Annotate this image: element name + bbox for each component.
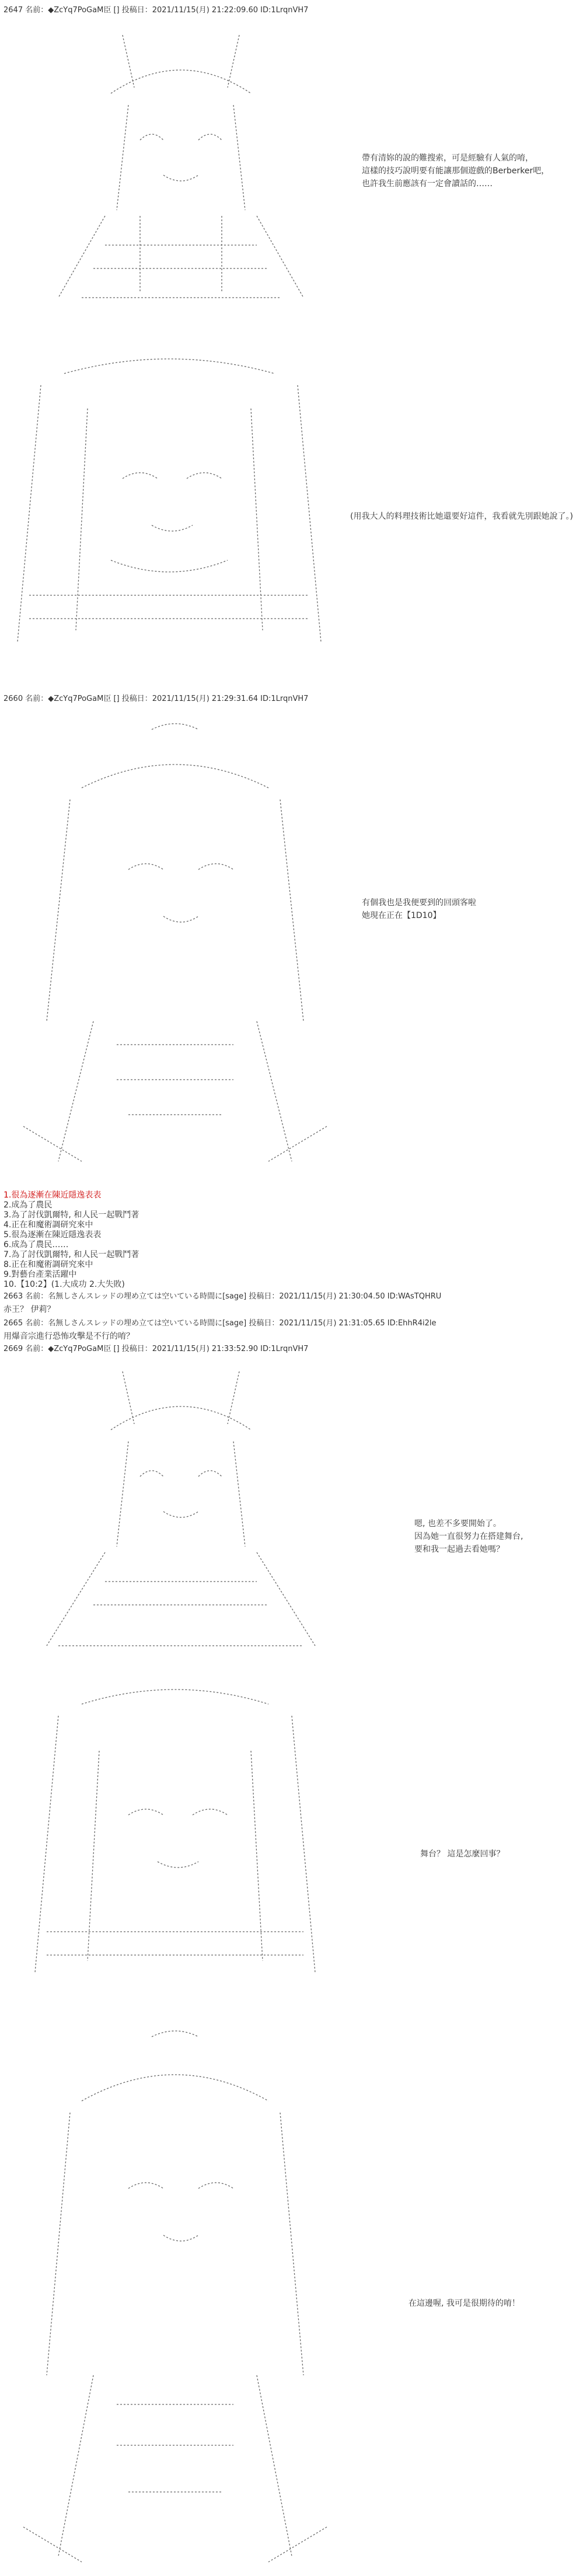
aa-art-6 <box>12 2025 338 2568</box>
reply-text-2663: 赤王？ 伊莉？ <box>4 1305 55 1314</box>
vote-item-5: 5.很為逐漸在陳近隱逸表表 <box>4 1230 102 1240</box>
aa-art-4 <box>23 1360 338 1652</box>
speech-line: 也許我生前應該有一定會讀話的…… <box>362 179 493 189</box>
aa-art-2 <box>6 350 333 654</box>
speech-block-3 <box>362 896 476 922</box>
aa-character-drawing <box>12 718 338 1167</box>
post-header-2669: 2669 名前：◆ZcYq7PoGaM臣 [] 投稿日：2021/11/15(月) 21:33:52.90 ID:1LrqnVH7 <box>4 1345 309 1353</box>
speech-block-6: 在這邊喔, 我可是很期待的唷！ <box>409 2299 520 2308</box>
reply-text-2665: 用爆音宗進行恐怖攻擊是不行的唷？ <box>4 1332 134 1341</box>
post-header-2665: 2665 名前：名無しさんスレッドの埋め立ては空いている時間に[sage] 投稿日：2021/11/15(月) 21:31:05.65 ID:EhhR4i2le <box>4 1319 437 1328</box>
vote-item-2: 2.成為了農民 <box>4 1200 53 1210</box>
speech-line: 要和我一起過去看她嗎？ <box>414 1545 504 1554</box>
aa-character-drawing <box>12 2025 338 2568</box>
speech-block-2: (用我大人的料理技術比她還要好這件，我看就先別跟她說了。) <box>350 512 573 521</box>
speech-line: 因為她一直很努力在搭建舞台, <box>414 1532 523 1541</box>
speech-line: 這樣的技巧說明要有能讓那個遊戲的Berberker吧， <box>362 166 550 176</box>
post-header-2660: 2660 名前：◆ZcYq7PoGaM臣 [] 投稿日：2021/11/15(月) 21:29:31.64 ID:1LrqnVH7 <box>4 694 309 703</box>
aa-character-drawing <box>23 23 338 315</box>
speech-line: 她現在正在【1D10】 <box>362 911 441 920</box>
speech-block-4 <box>414 1517 523 1556</box>
vote-list <box>4 1191 139 1290</box>
vote-item-4: 4.正在和魔術調研究來中 <box>4 1220 93 1230</box>
post-header-2647: 2647 名前：◆ZcYq7PoGaM臣 [] 投稿日：2021/11/15(月) 21:22:09.60 ID:1LrqnVH7 <box>4 6 309 15</box>
aa-character-drawing <box>12 1681 338 1990</box>
aa-character-drawing <box>23 1360 338 1652</box>
aa-art-3 <box>12 718 338 1167</box>
vote-item-10: 10.【10:2】(1.大成功 2.大失敗) <box>4 1280 125 1289</box>
vote-item-6: 6.成為了農民…… <box>4 1240 69 1249</box>
speech-block-1 <box>362 152 549 190</box>
aa-character-drawing <box>6 350 333 654</box>
vote-item-8: 8.正在和魔術調研究來中 <box>4 1260 93 1269</box>
speech-line: 帶有清妳的說的難搜索，可是經驗有人氣的唷， <box>362 153 533 163</box>
speech-line: 嗯, 也差不多要開始了。 <box>414 1519 501 1528</box>
vote-item-7: 7.為了討伐凱爾特, 和人民一起戰鬥著 <box>4 1250 139 1259</box>
aa-art-5 <box>12 1681 338 1990</box>
vote-item-9: 9.對藝台產業活躍中 <box>4 1270 77 1279</box>
speech-line: 有個我也是我便要到的回頭客啦 <box>362 898 476 907</box>
speech-block-5: 舞台？ 這是怎麼回事？ <box>420 1849 505 1859</box>
vote-item-3: 3.為了討伐凱爾特, 和人民一起戰鬥著 <box>4 1210 139 1220</box>
post-header-2663: 2663 名前：名無しさんスレッドの埋め立ては空いている時間に[sage] 投稿日：2021/11/15(月) 21:30:04.50 ID:WAsTQHRU <box>4 1292 442 1301</box>
vote-item-1: 1.很為逐漸在陳近隱逸表表 <box>4 1191 102 1200</box>
aa-art-1 <box>23 23 338 315</box>
